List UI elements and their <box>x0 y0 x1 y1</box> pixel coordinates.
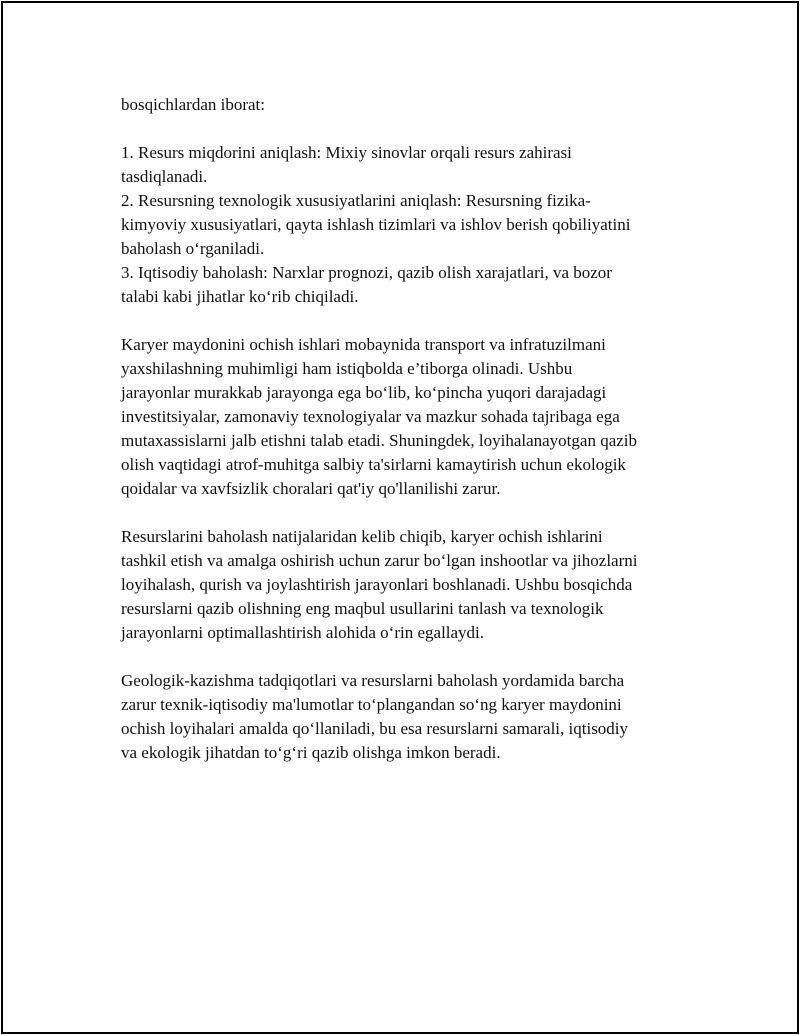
list-item-2: 2. Resursning texnologik xususiyatlarini aniqlash: Resursning fizika- kimyoviy xususiyatlari, qayta ishlash tizimlari va ishlov berish qobiliyatini baholash o‘rganiladi. <box>121 191 631 258</box>
paragraph-2: Resurslarini baholash natijalaridan kelib chiqib, karyer ochish ishlarini tashkil etish va amalga oshirish uchun zarur bo‘lgan inshootlar va jihozlarni loyihalash, qurish va joylashtirish jarayonlari boshlanadi. Ushbu bosqichda resurslarni qazib olishning eng maqbul usullarini tanlash va texnologik jarayonlarni optimallashtirish alohida o‘rin egallaydi. <box>121 527 638 642</box>
list-item-3: 3. Iqtisodiy baholash: Narxlar prognozi, qazib olish xarajatlari, va bozor talabi kabi jihatlar ko‘rib chiqiladi. <box>121 263 612 306</box>
list-item-1: 1. Resurs miqdorini aniqlash: Mixiy sinovlar orqali resurs zahirasi tasdiqlanadi. <box>121 143 572 186</box>
spacer <box>121 501 691 525</box>
document-body <box>121 93 691 765</box>
paragraph-3: Geologik-kazishma tadqiqotlari va resurslarni baholash yordamida barcha zarur texnik-iqtisodiy ma'lumotlar to‘plangandan so‘ng karyer maydonini ochish loyihalari amalda qo‘llaniladi, bu esa resurslarni samarali, iqtisodiy va ekologik jihatdan to‘g‘ri qazib olishga imkon beradi. <box>121 671 629 762</box>
spacer <box>121 117 691 141</box>
paragraph-1: Karyer maydonini ochish ishlari mobaynida transport va infratuzilmani yaxshilashning muhimligi ham istiqbolda e’tiborga olinadi. Ushbu jarayonlar murakkab jarayonga ega bo‘lib, ko‘pincha yuqori darajadagi investitsiyalar, zamonaviy texnologiyalar va mazkur sohada tajribaga ega mutaxassislarni jalb etishni talab etadi. Shuningdek, loyihalanayotgan qazib olish vaqtidagi atrof-muhitga salbiy ta'sirlarni kamaytirish uchun ekologik qoidalar va xavfsizlik choralari qat'iy qo'llanilishi zarur. <box>121 335 638 498</box>
spacer <box>121 309 691 333</box>
page-frame <box>1 1 799 1034</box>
spacer <box>121 645 691 669</box>
intro-line: bosqichlardan iborat: <box>121 95 265 114</box>
